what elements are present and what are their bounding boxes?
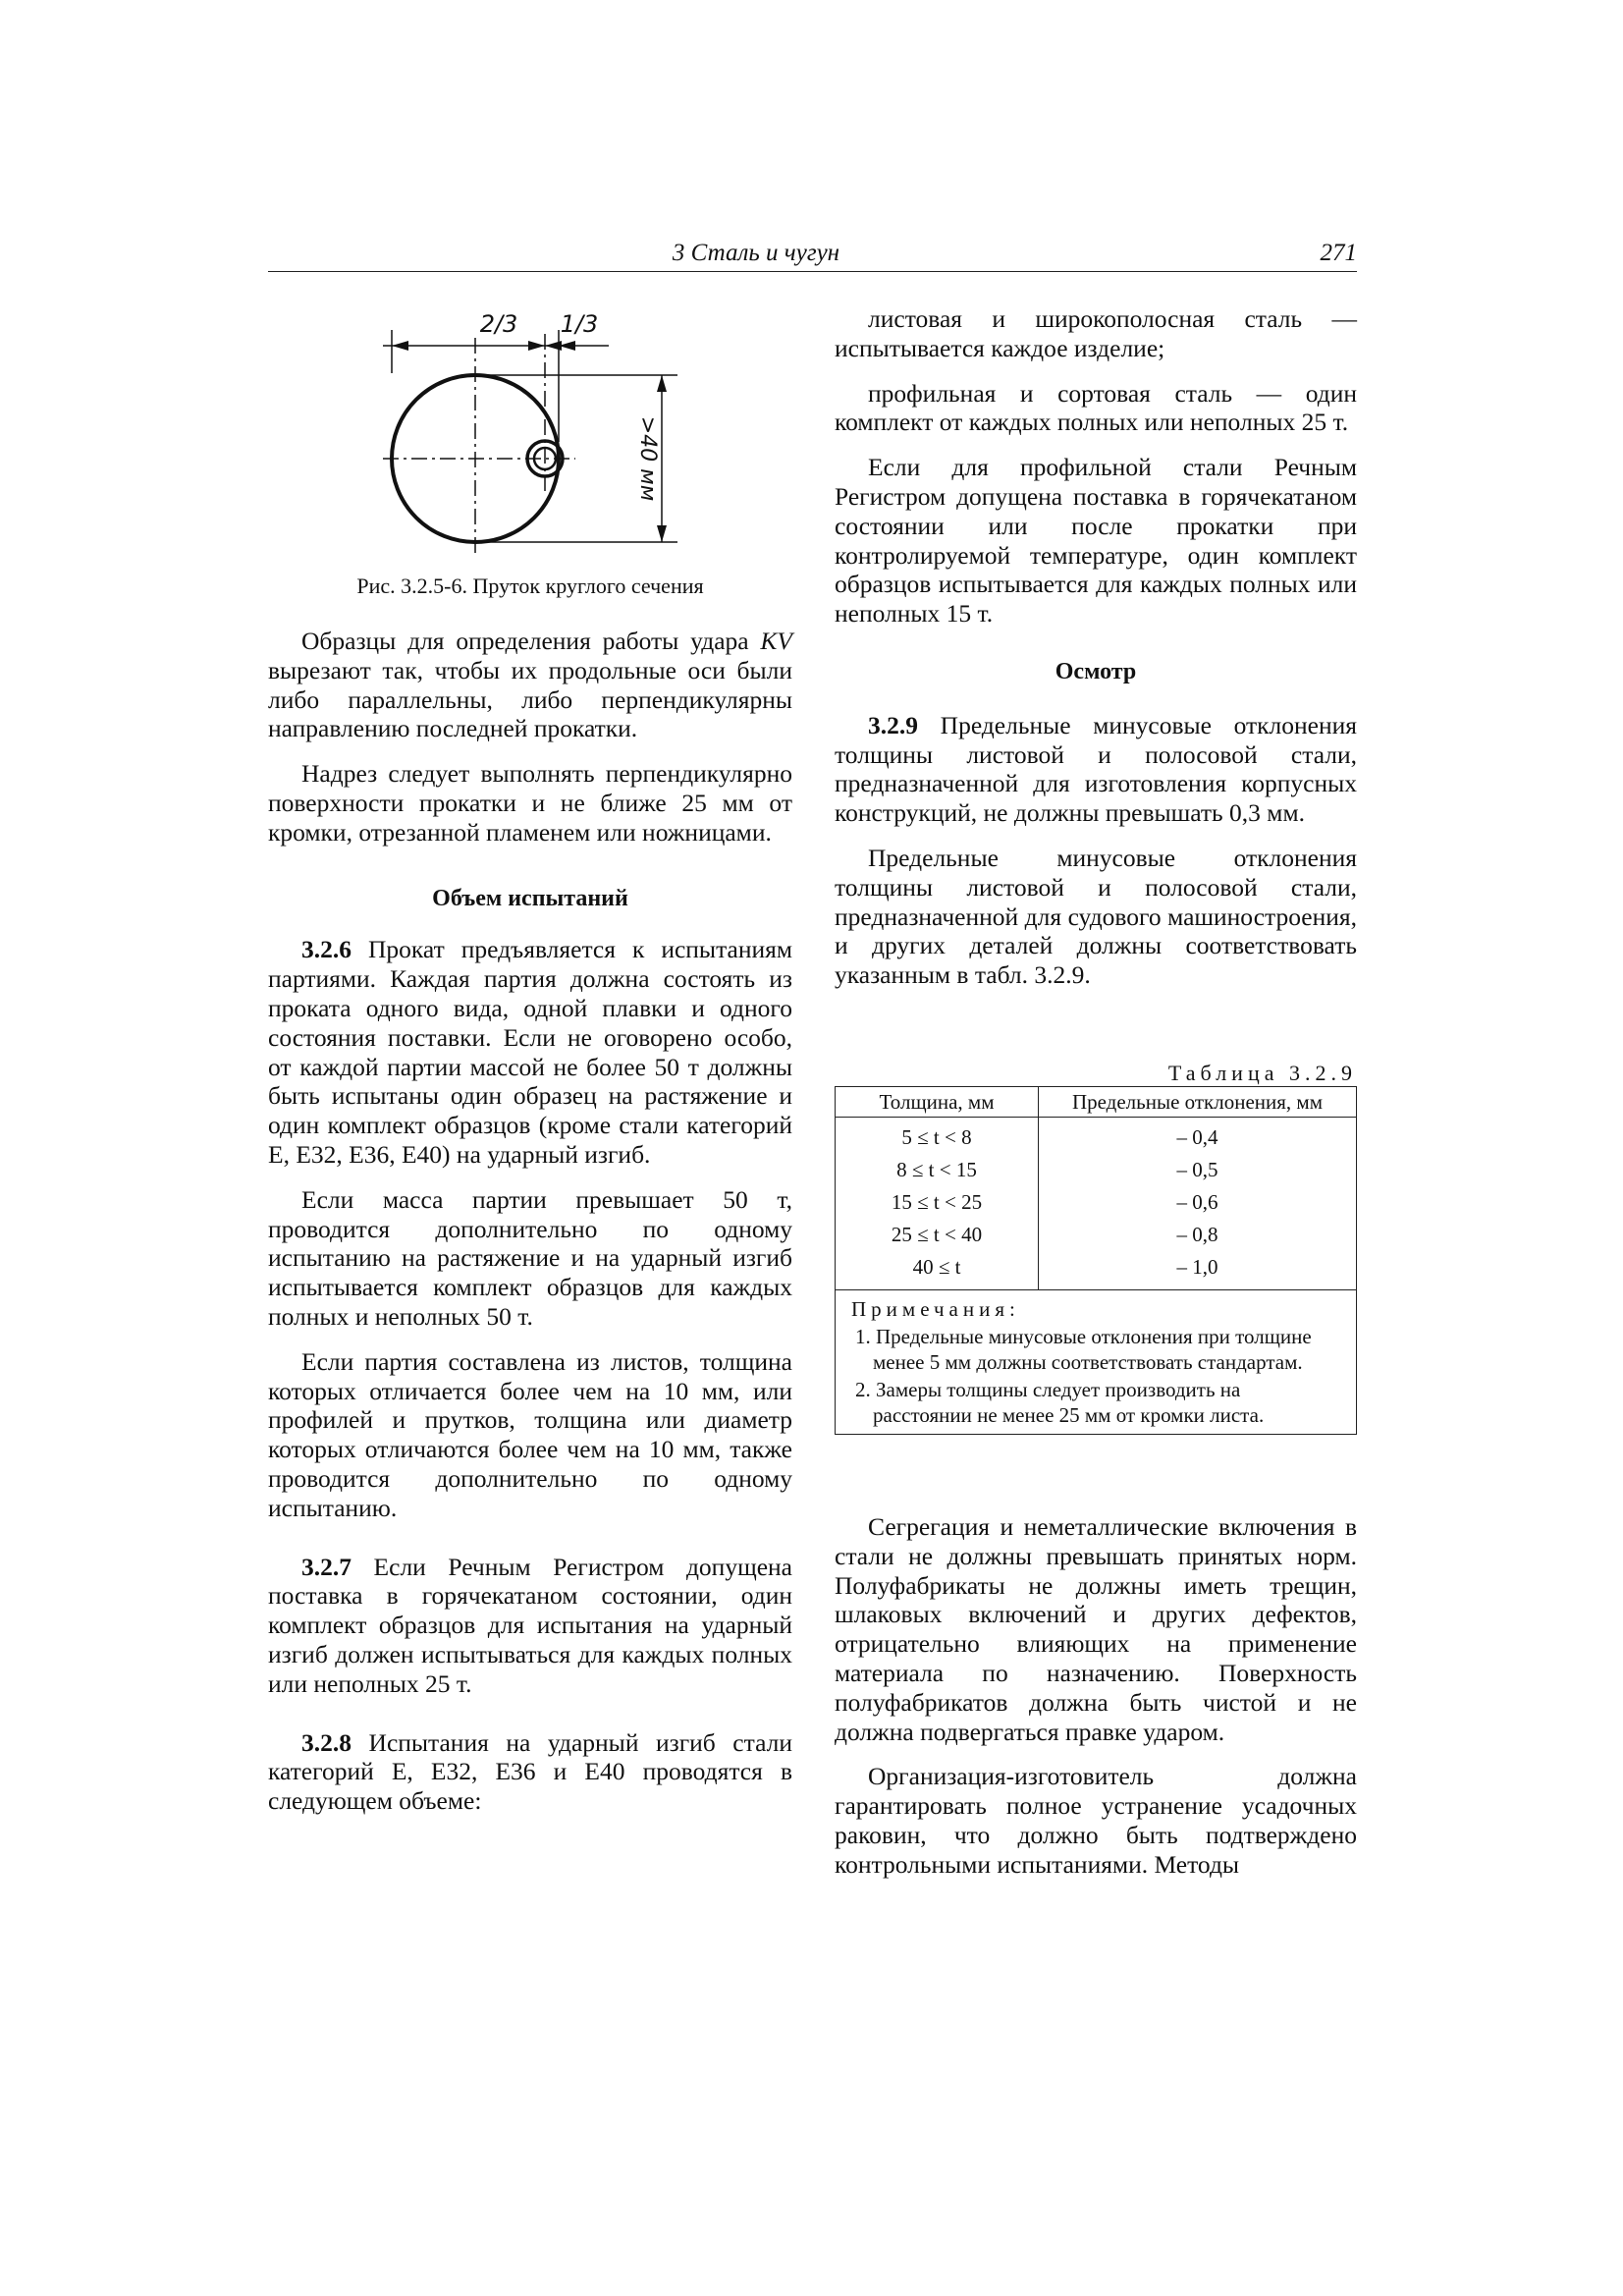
paragraph: Предельные минусовые отклонения толщины листовой и полосовой стали, предназначенной для судового машиностроения, и других деталей должны соответствовать указанным в табл. 3.2.9. <box>835 843 1357 990</box>
diameter-label: >40 мм <box>635 415 660 502</box>
note-item: 2. Замеры толщины следует производить на расстоянии не менее 25 мм от кромки листа. <box>855 1378 1265 1427</box>
fraction-one-third: 1/3 <box>560 310 599 338</box>
arrow-mid-left <box>528 341 545 351</box>
table-cell: 5 ≤ t < 8 <box>836 1118 1039 1155</box>
table-cell: 40 ≤ t <box>836 1251 1039 1289</box>
table-label: Таблица 3.2.9 <box>1167 1061 1357 1085</box>
table-notes <box>836 1289 1356 1434</box>
right-column-continued <box>835 1512 1357 1895</box>
paragraph: листовая и широкополосная сталь — испытывается каждое изделие; <box>835 304 1357 362</box>
paragraph: Надрез следует выполнять перпендикулярно поверхности прокатки и не ближе 25 мм от кромки, отрезанной пламенем или ножницами. <box>268 759 792 847</box>
table-row <box>836 1118 1356 1155</box>
table-cell: – 0,8 <box>1176 1223 1218 1246</box>
table-row <box>836 1251 1356 1289</box>
header-rule <box>268 271 1357 272</box>
clause-3-2-8: 3.2.8 Испытания на ударный изгиб стали категорий E, E32, E36 и E40 проводятся в следующем объеме: <box>268 1727 792 1816</box>
table-cell: 8 ≤ t < 15 <box>836 1154 1039 1186</box>
running-header: 3 Сталь и чугун <box>672 240 840 266</box>
round-bar-figure <box>383 295 697 560</box>
table-row <box>836 1219 1356 1251</box>
table-row <box>836 1154 1356 1186</box>
clause-3-2-7: 3.2.7 Если Речным Регистром допущена поставка в горячекатаном состоянии, один комплект образцов для испытания на ударный изгиб должен испытываться для каждых полных или неполных 25 т. <box>268 1552 792 1698</box>
table-cell: – 0,5 <box>1176 1158 1218 1181</box>
paragraph: Если для профильной стали Речным Регистром допущена поставка в горячекатаном состоянии или после прокатки при контролируемой температуре, один комплект образцов испытывается для каждых полных или неполных 15 т. <box>835 453 1357 629</box>
notes-title: Примечания: <box>851 1297 1020 1321</box>
figure-caption: Рис. 3.2.5-6. Пруток круглого сечения <box>356 574 704 598</box>
table-cell: – 1,0 <box>1176 1255 1218 1279</box>
paragraph: Если масса партии превышает 50 т, проводится дополнительно по одному испытанию на растяжение и на ударный изгиб испытывается комплект образцов для каждых полных и неполных 50 т. <box>268 1184 792 1331</box>
table-cell: – 0,4 <box>1176 1125 1218 1149</box>
left-column <box>268 627 792 1831</box>
page-number: 271 <box>1320 240 1357 266</box>
table-cell: – 0,6 <box>1176 1190 1218 1214</box>
arrow-left <box>392 341 408 351</box>
arrow-bottom <box>657 525 667 542</box>
table-header: Толщина, мм <box>836 1087 1039 1118</box>
paragraph: профильная и сортовая сталь — один комплект от каждых полных или неполных 25 т. <box>835 378 1357 437</box>
paragraph: Если партия составлена из листов, толщина которых отличается более чем на 10 мм, или профилей и прутков, толщина или диаметр которых отличаются более чем на 10 мм, также проводится дополнительно по одному испытанию. <box>268 1346 792 1522</box>
paragraph: Организация-изготовитель должна гарантировать полное устранение усадочных раковин, что должно быть подтверждено контрольными испытаниями. Методы <box>835 1762 1357 1879</box>
note-item: 1. Предельные минусовые отклонения при толщине менее 5 мм должны соответствовать стандартам. <box>855 1325 1312 1374</box>
paragraph: Образцы для определения работы удара KV вырезают так, чтобы их продольные оси были либо параллельны, либо перпендикулярны направлению последней прокатки. <box>268 627 792 743</box>
clause-3-2-6: 3.2.6 Прокат предъявляется к испытаниям партиями. Каждая партия должна состоять из проката одного вида, одной плавки и одного состояния поставки. Если не оговорено особо, от каждой партии массой не более 50 т должны быть испытаны один образец на растяжение и один комплект образцов (кроме стали категорий E, E32, E36, E40) на ударный изгиб. <box>268 935 792 1169</box>
section-heading-scope: Объем испытаний <box>432 885 628 911</box>
table-row <box>836 1186 1356 1219</box>
paragraph: Сегрегация и неметаллические включения в стали не должны превышать принятых норм. Полуфабрикаты не должны иметь трещин, шлаковых включений и других дефектов, отрицательно влияющих на применение материала по назначению. Поверхность полуфабрикатов должна быть чистой и не должна подвергаться правке ударом. <box>835 1512 1357 1746</box>
arrow-top <box>657 375 667 392</box>
clause-3-2-9: 3.2.9 Предельные минусовые отклонения толщины листовой и полосовой стали, предназначенной для изготовления корпусных конструкций, не должны превышать 0,3 мм. <box>835 710 1357 828</box>
table-cell: 15 ≤ t < 25 <box>836 1186 1039 1219</box>
section-heading-inspection: Осмотр <box>1055 658 1137 684</box>
kv-symbol: KV <box>760 627 792 655</box>
table-cell: 25 ≤ t < 40 <box>836 1219 1039 1251</box>
fraction-two-thirds: 2/3 <box>479 310 518 338</box>
thickness-deviation-table <box>835 1086 1357 1435</box>
table-header: Предельные отклонения, мм <box>1039 1087 1357 1118</box>
right-column <box>835 304 1357 1006</box>
